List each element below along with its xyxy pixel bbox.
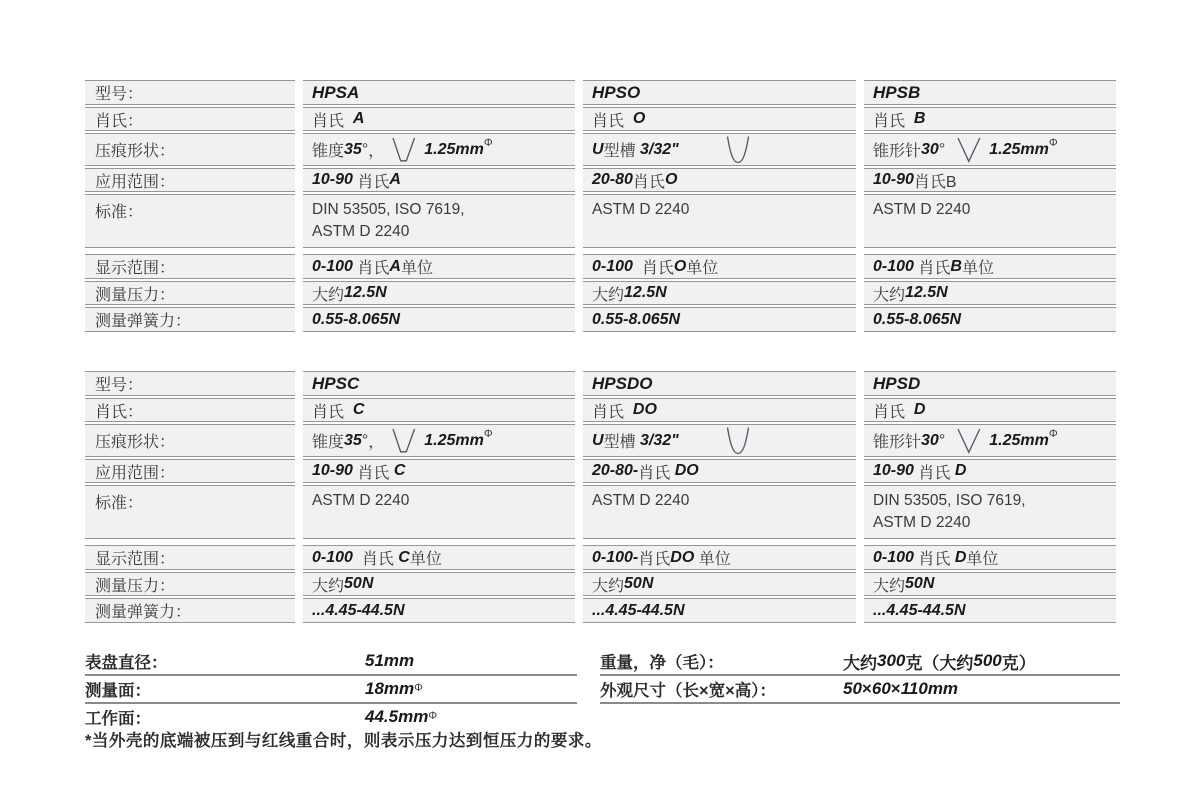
text-segment: Φ [1048, 137, 1058, 149]
text-segment: 20-80 [592, 171, 633, 188]
text-segment: 60 [871, 679, 891, 698]
text-segment: ...4.45-44.5N [592, 601, 685, 619]
text-segment: ASTM D 2240 [873, 514, 971, 532]
spec-row [85, 485, 1116, 539]
footnote: *当外壳的底端被压到与红线重合时，则表示压力达到恒压力的要求。 [85, 732, 602, 750]
footer-row [600, 676, 1120, 704]
text-segment: HPSC [312, 373, 360, 393]
text-segment: B [913, 110, 926, 127]
spec-row [85, 398, 1116, 422]
row-label: 标准： [85, 194, 295, 248]
spec-cell-hpso-row6 [583, 281, 856, 305]
text-segment: 50N [624, 575, 654, 592]
footer-value [365, 651, 414, 671]
row-label: 型号： [85, 80, 295, 105]
row-label: 测量压力： [85, 572, 295, 596]
text-segment: 单位 [966, 551, 999, 568]
spec-cell-hpsc-row6 [303, 572, 575, 596]
text-segment: ° [938, 140, 946, 158]
spec-cell-hpsdo-row5 [583, 545, 856, 570]
spec-cell-hpsdo-row0 [583, 371, 856, 396]
footer-label: 外观尺寸（长×宽×高）： [600, 682, 777, 700]
text-segment: 44.5mm [365, 707, 429, 726]
spec-cell-hpsc-row2 [303, 424, 575, 457]
row-label: 肖氏： [85, 107, 295, 131]
text-segment: C [352, 401, 365, 418]
text-segment: 10-90 [312, 171, 358, 188]
text-segment: 大约 [843, 653, 877, 673]
text-segment: 单位 [400, 260, 433, 277]
text-segment: 12.5N [624, 284, 667, 301]
text-segment: 肖氏 [312, 403, 353, 421]
row-label: 应用范围： [85, 459, 295, 483]
text-segment: 110mm [900, 679, 959, 698]
row-label: 测量弹簧力： [85, 307, 295, 332]
text-segment: O [673, 257, 687, 275]
text-segment: DO [670, 548, 695, 566]
spec-cell-hpsc-row3 [303, 459, 575, 483]
text-segment: 肖氏 [638, 464, 675, 482]
row-label: 型号： [85, 371, 295, 396]
row-label: 测量压力： [85, 281, 295, 305]
text-segment: DO [632, 401, 657, 418]
text-segment: 肖氏 [352, 551, 399, 568]
text-segment: 300 [877, 651, 906, 670]
text-segment: 50N [905, 575, 935, 592]
spec-cell-hpsd-row5 [864, 545, 1116, 570]
text-segment: 肖氏 [312, 112, 353, 130]
spec-row [85, 254, 1116, 279]
text-segment: 肖氏 [352, 464, 394, 482]
text-segment: 0-100 [873, 548, 914, 566]
text-segment: 大约 [873, 286, 906, 304]
text-segment: D [954, 548, 967, 566]
truncated-cone-indenter-icon [392, 428, 416, 454]
spec-cell-hpso-row1 [583, 107, 856, 131]
text-segment: 克（大约 [905, 653, 974, 673]
row-label: 压痕形状： [85, 133, 295, 166]
spec-row [85, 459, 1116, 483]
spec-row [85, 371, 1116, 396]
row-label: 显示范围： [85, 254, 295, 279]
text-segment: 大约 [312, 286, 345, 304]
text-segment: HPSO [592, 82, 641, 102]
text-segment: 1.25mm [989, 140, 1049, 158]
text-segment: 0-100 [873, 257, 919, 275]
text-segment: 20-80- [592, 462, 639, 479]
spec-cell-hpsb-row0 [864, 80, 1116, 105]
spec-cell-hpsd-row7 [864, 598, 1116, 623]
text-segment: 1.25mm [424, 140, 484, 158]
text-segment: 肖氏 [357, 260, 390, 277]
row-label: 标准： [85, 485, 295, 539]
spec-cell-hpsdo-row7 [583, 598, 856, 623]
text-segment: Φ [1048, 428, 1058, 440]
spec-cell-hpsc-row4 [303, 485, 575, 539]
footer-label: 工作面： [85, 710, 151, 728]
text-segment: ° [361, 140, 369, 158]
text-segment: 肖氏 [873, 403, 914, 421]
spec-cell-hpsa-row0 [303, 80, 575, 105]
text-segment: ASTM D 2240 [312, 492, 410, 509]
spec-row [85, 107, 1116, 131]
text-segment: HPSD [873, 373, 921, 393]
text-segment: B [950, 257, 962, 275]
spec-cell-hpsb-row5 [864, 254, 1116, 279]
weight-size-block [600, 648, 1120, 704]
spec-cell-hpso-row0 [583, 80, 856, 105]
text-segment: 大约 [592, 286, 625, 304]
spec-cell-hpsdo-row1 [583, 398, 856, 422]
spec-cell-hpsb-row3 [864, 168, 1116, 192]
text-segment: ， [368, 143, 385, 160]
footer-value [843, 679, 958, 699]
spec-row [85, 424, 1116, 457]
text-segment: 0.55-8.065N [873, 310, 962, 328]
text-segment: 0-100- [592, 548, 639, 566]
text-segment: ， [368, 434, 385, 451]
cone-needle-indenter-icon [957, 137, 981, 163]
footer-row [85, 648, 577, 676]
text-segment: × [890, 679, 901, 698]
text-segment: 肖氏 [357, 173, 390, 191]
spec-cell-hpsa-row2 [303, 133, 575, 166]
footer-row [600, 648, 1120, 676]
text-segment: 肖氏 [592, 112, 633, 130]
text-segment: 肖氏 [913, 551, 955, 568]
text-segment: 30 [921, 140, 939, 158]
u-groove-indenter-icon [725, 427, 751, 455]
spec-row [85, 194, 1116, 248]
text-segment: ASTM D 2240 [592, 492, 690, 509]
text-segment: 30 [921, 431, 939, 449]
spec-table-models-a-o-b [85, 80, 1116, 334]
text-segment: 50 [843, 679, 862, 698]
spec-cell-hpsc-row5 [303, 545, 575, 570]
spec-row [85, 80, 1116, 105]
text-segment: ° [938, 431, 946, 449]
text-segment: 大约 [592, 577, 625, 595]
text-segment: Φ [428, 710, 438, 722]
text-segment: 肖氏 [592, 403, 633, 421]
spec-cell-hpsd-row3 [864, 459, 1116, 483]
text-segment: 10-90 [312, 462, 353, 479]
text-segment: 1.25mm [424, 431, 484, 449]
text-segment: 克） [1001, 653, 1036, 673]
text-segment: HPSDO [592, 373, 653, 393]
spec-row [85, 168, 1116, 192]
spec-cell-hpsb-row2 [864, 133, 1116, 166]
spec-cell-hpsdo-row6 [583, 572, 856, 596]
text-segment: 18mm [365, 679, 415, 698]
spec-cell-hpsdo-row3 [583, 459, 856, 483]
text-segment: HPSA [312, 82, 360, 102]
text-segment: A [389, 257, 401, 275]
text-segment: 肖氏 [638, 551, 671, 568]
spec-cell-hpsd-row2 [864, 424, 1116, 457]
spec-cell-hpsb-row1 [864, 107, 1116, 131]
text-segment: Φ [483, 137, 493, 149]
text-segment: ...4.45-44.5N [873, 601, 966, 619]
spec-row [85, 281, 1116, 305]
footer-label: 表盘直径： [85, 654, 168, 672]
footer-value [365, 679, 423, 699]
text-segment: 0-100 [592, 257, 633, 275]
text-segment: 肖氏B [913, 173, 957, 191]
text-segment: 3/32" [640, 140, 679, 158]
text-segment: 锥形针 [873, 434, 922, 451]
text-segment: ASTM D 2240 [312, 223, 410, 241]
text-segment: 0.55-8.065N [592, 310, 681, 328]
spec-cell-hpsb-row7 [864, 307, 1116, 332]
text-segment: 锥度 [312, 434, 345, 451]
text-segment: 单位 [409, 551, 442, 568]
row-label: 显示范围： [85, 545, 295, 570]
text-segment: 0-100 [312, 548, 353, 566]
spec-cell-hpsd-row6 [864, 572, 1116, 596]
text-segment: 肖氏 [632, 260, 674, 277]
spec-cell-hpso-row3 [583, 168, 856, 192]
spec-cell-hpso-row2 [583, 133, 856, 166]
text-segment: 肖氏 [873, 112, 914, 130]
text-segment: 肖氏 [632, 173, 665, 191]
text-segment: 肖氏 [918, 260, 951, 277]
spec-cell-hpso-row5 [583, 254, 856, 279]
spec-cell-hpsd-row4 [864, 485, 1116, 539]
footer-row [85, 676, 577, 704]
spec-row [85, 572, 1116, 596]
text-segment: ASTM D 2240 [873, 201, 971, 218]
text-segment: 单位 [686, 260, 719, 277]
spec-cell-hpsc-row1 [303, 398, 575, 422]
row-label: 测量弹簧力： [85, 598, 295, 623]
spec-cell-hpsdo-row4 [583, 485, 856, 539]
truncated-cone-indenter-icon [392, 137, 416, 163]
text-segment: HPSB [873, 82, 921, 102]
text-segment: 0.55-8.065N [312, 310, 401, 328]
text-segment: DIN 53505, ISO 7619, [873, 492, 1026, 509]
text-segment: C [393, 462, 406, 479]
text-segment: × [861, 679, 872, 698]
text-segment: D [913, 401, 926, 418]
text-segment: A [389, 171, 401, 188]
spec-cell-hpsa-row6 [303, 281, 575, 305]
text-segment: 肖氏 [913, 464, 955, 482]
row-label: 压痕形状： [85, 424, 295, 457]
text-segment: 3/32" [640, 431, 679, 449]
text-segment: 51mm [365, 651, 415, 670]
spec-cell-hpsa-row7 [303, 307, 575, 332]
spec-cell-hpso-row7 [583, 307, 856, 332]
text-segment: 型槽 [603, 143, 641, 160]
text-segment: DO [674, 462, 699, 479]
row-label: 肖氏： [85, 398, 295, 422]
text-segment: ASTM D 2240 [592, 201, 690, 218]
physical-dimensions-block [85, 648, 577, 730]
spec-row [85, 307, 1116, 332]
text-segment: 大约 [873, 577, 906, 595]
spec-cell-hpsa-row1 [303, 107, 575, 131]
text-segment: 锥度 [312, 143, 345, 160]
text-segment: 型槽 [603, 434, 641, 451]
text-segment: C [398, 548, 410, 566]
spec-cell-hpsb-row4 [864, 194, 1116, 248]
text-segment: 500 [973, 651, 1002, 670]
text-segment: ° [361, 431, 369, 449]
text-segment: Φ [483, 428, 493, 440]
text-segment: U [592, 140, 604, 158]
text-segment: O [664, 171, 678, 188]
row-label: 应用范围： [85, 168, 295, 192]
spec-cell-hpsa-row4 [303, 194, 575, 248]
text-segment: D [954, 462, 967, 479]
text-segment: 12.5N [905, 284, 948, 301]
spec-cell-hpsc-row0 [303, 371, 575, 396]
spec-cell-hpsd-row1 [864, 398, 1116, 422]
text-segment: 12.5N [344, 284, 387, 301]
spec-cell-hpsc-row7 [303, 598, 575, 623]
text-segment: 35 [344, 431, 362, 449]
text-segment: 1.25mm [989, 431, 1049, 449]
text-segment: 大约 [312, 577, 345, 595]
spec-cell-hpsb-row6 [864, 281, 1116, 305]
text-segment: U [592, 431, 604, 449]
footer-label: 测量面： [85, 682, 151, 700]
text-segment: DIN 53505, ISO 7619, [312, 201, 465, 218]
footer-value [843, 649, 1036, 674]
text-segment: 单位 [694, 551, 731, 568]
spec-row [85, 598, 1116, 623]
text-segment: 50N [344, 575, 374, 592]
spec-cell-hpsd-row0 [864, 371, 1116, 396]
text-segment: 锥形针 [873, 143, 922, 160]
u-groove-indenter-icon [725, 136, 751, 164]
spec-cell-hpsdo-row2 [583, 424, 856, 457]
footer-label: 重量，净（毛）： [600, 654, 724, 672]
spec-row [85, 133, 1116, 166]
spec-cell-hpso-row4 [583, 194, 856, 248]
text-segment: 10-90 [873, 171, 914, 188]
text-segment: 35 [344, 140, 362, 158]
text-segment: 0-100 [312, 257, 358, 275]
text-segment: O [632, 110, 646, 127]
footer-value [365, 707, 437, 727]
text-segment: 单位 [961, 260, 994, 277]
text-segment: ...4.45-44.5N [312, 601, 405, 619]
text-segment: Φ [414, 682, 423, 694]
spec-table-models-c-do-d [85, 371, 1116, 625]
spec-row [85, 545, 1116, 570]
text-segment: A [352, 110, 365, 127]
text-segment: 10-90 [873, 462, 914, 479]
spec-cell-hpsa-row5 [303, 254, 575, 279]
spec-cell-hpsa-row3 [303, 168, 575, 192]
cone-needle-indenter-icon [957, 428, 981, 454]
